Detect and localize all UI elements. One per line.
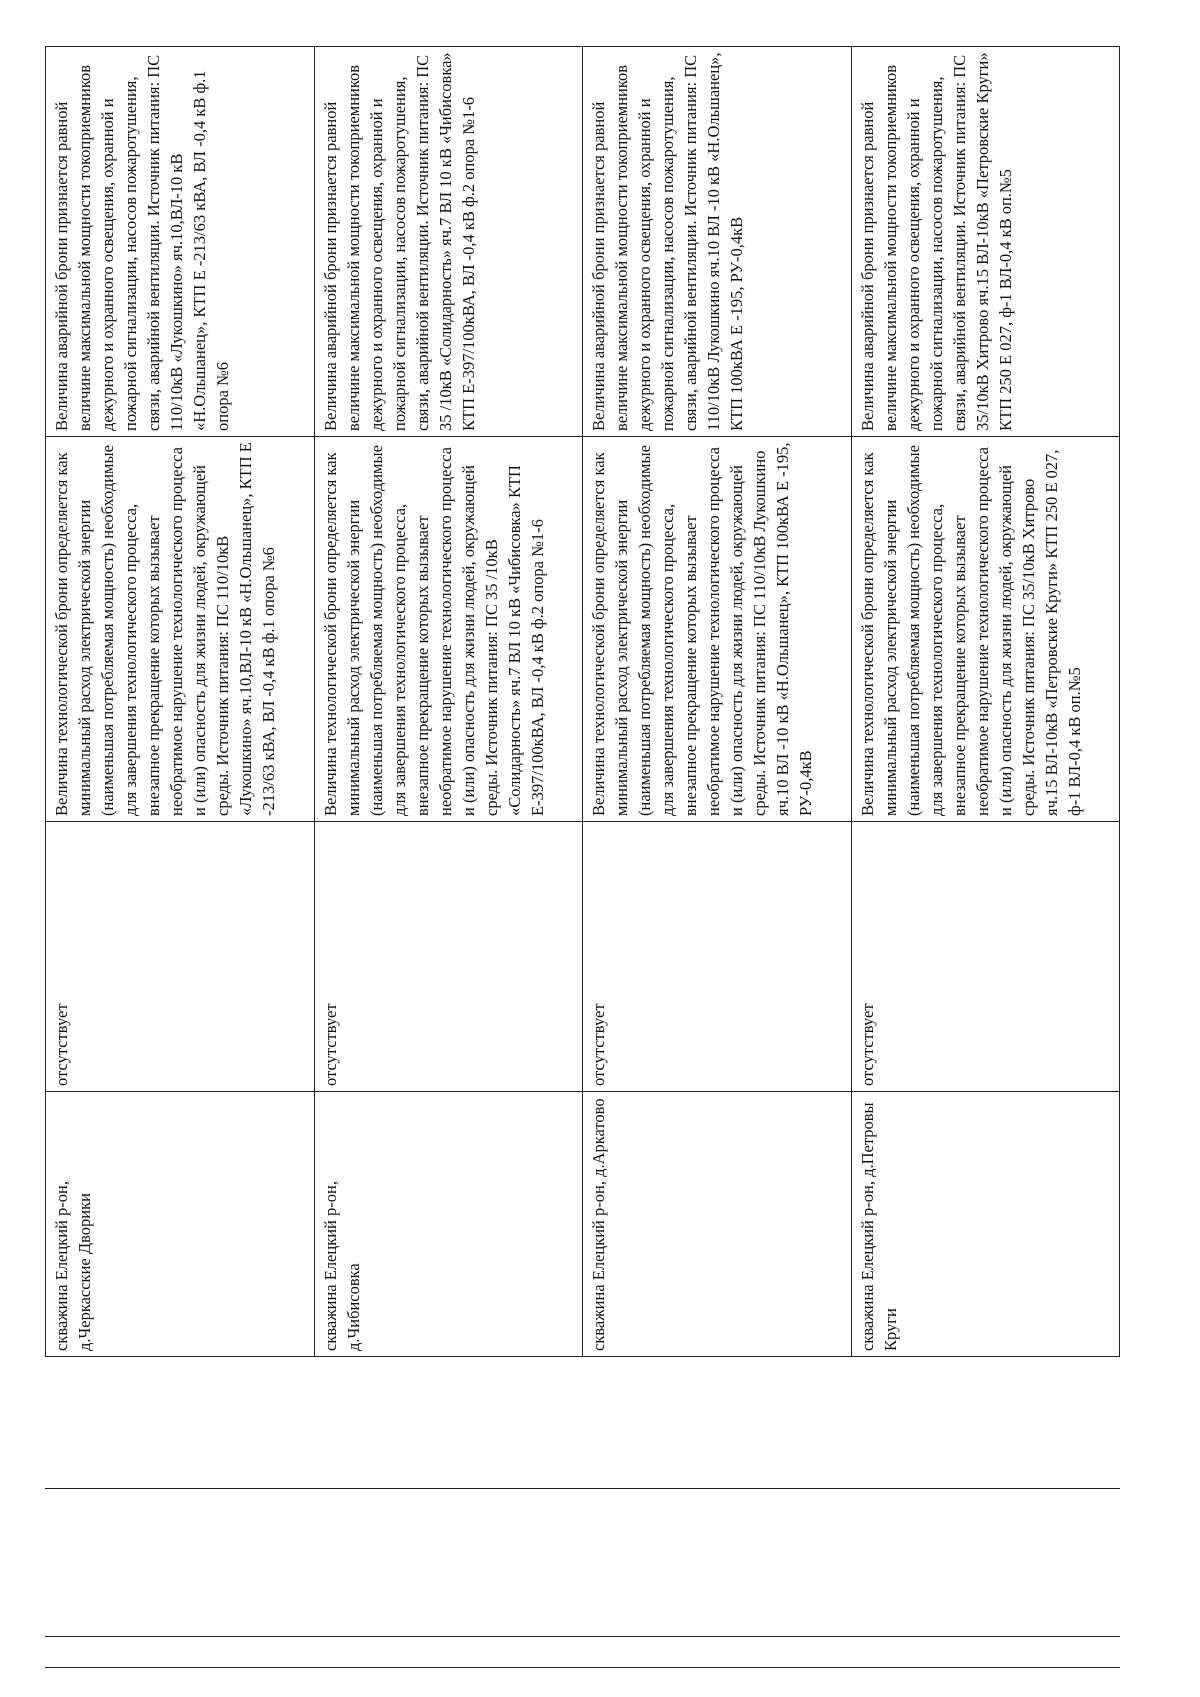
status-cell: [583, 822, 852, 1092]
technological-reserve-text: Величина технологической брони определяется как минимальный расход электрической энергии (наименьшая потребляемая мощность) необходимые для завершения технологического процесса, внезапное прекращение которых вызывает необратимое нарушение технологического процесса и (или) опасность для жизни людей, окружающей среды. Источник питания: ПС 35 /10кВ «Солидарность» яч.7 ВЛ 10 кВ «Чибисовка» КТП Е-397/100кВА, ВЛ -0,4 кВ ф.2 опора №1-6: [320, 445, 547, 816]
object-cell: [851, 1092, 1120, 1357]
power-reserve-table: [45, 46, 1120, 1357]
technological-reserve-cell: [583, 437, 852, 822]
object-name: скважина Елецкий р-он, д.Аркатово: [589, 1098, 608, 1351]
emergency-reserve-text: Величина аварийной брони признается равной величине максимальной мощности токоприемников дежурного и охранного освещения, охранной и пожарной сигнализации, насосов пожаротушения, связи, аварийной вентиляции. Источник питания: ПС 110/10кВ Лукошкино яч.10 ВЛ -10 кВ «Н.Ольшанец», КТП 100кВА Е -195, РУ-0,4кВ: [589, 52, 746, 431]
status-text: отсутствует: [589, 1003, 608, 1086]
emergency-reserve-cell: [314, 47, 583, 437]
table-row: [46, 47, 315, 1357]
divider-line: [45, 1636, 1120, 1637]
object-name: скважина Елецкий р-он, д.Петровы Круги: [857, 1102, 900, 1351]
status-text: отсутствует: [52, 1003, 71, 1086]
status-cell: [314, 822, 583, 1092]
technological-reserve-cell: [314, 437, 583, 822]
status-cell: [851, 822, 1120, 1092]
status-text: отсутствует: [857, 1003, 877, 1086]
object-cell: [583, 1092, 852, 1357]
object-cell: [46, 1092, 315, 1357]
emergency-reserve-cell: [46, 47, 315, 437]
rotated-page-content: [45, 47, 1120, 1357]
emergency-reserve-cell: [583, 47, 852, 437]
object-name: скважина Елецкий р-он, д.Чибисовка: [320, 1181, 363, 1351]
status-text: отсутствует: [320, 1003, 340, 1086]
table-row: [314, 47, 583, 1357]
status-cell: [46, 822, 315, 1092]
divider-line: [45, 1488, 1120, 1489]
object-name: скважина Елецкий р-он, д.Черкасские Дворики: [52, 1181, 94, 1351]
technological-reserve-text: Величина технологической брони определяется как минимальный расход электрической энергии (наименьшая потребляемая мощность) необходимые для завершения технологического процесса, внезапное прекращение которых вызывает необратимое нарушение технологического процесса и (или) опасность для жизни людей, окружающей среды. Источник питания: ПС 110/10кВ «Лукошкино» яч.10,ВЛ-10 кВ «Н.Ольшанец», КТП Е -213/63 кВА, ВЛ -0,4 кВ ф.1 опора №6: [52, 442, 278, 816]
emergency-reserve-text: Величина аварийной брони признается равной величине максимальной мощности токоприемников дежурного и охранного освещения, охранной и пожарной сигнализации, насосов пожаротушения, связи, аварийной вентиляции. Источник питания: ПС 35 /10кВ «Солидарность» яч.7 ВЛ 10 кВ «Чибисовка» КТП Е-397/100кВА, ВЛ -0,4 кВ ф.2 опора №1-6: [320, 52, 478, 431]
table-row: [583, 47, 852, 1357]
technological-reserve-text: Величина технологической брони определяется как минимальный расход электрической энергии (наименьшая потребляемая мощность) необходимые для завершения технологического процесса, внезапное прекращение которых вызывает необратимое нарушение технологического процесса и (или) опасность для жизни людей, окружающей среды. Источник питания: ПС 35/10кВ Хитрово яч.15 ВЛ-10кВ «Петровские Круги» КТП 250 Е 027, ф-1 ВЛ-0,4 кВ оп.№5: [857, 445, 1084, 816]
technological-reserve-text: Величина технологической брони определяется как минимальный расход электрической энергии (наименьшая потребляемая мощность) необходимые для завершения технологического процесса, внезапное прекращение которых вызывает необратимое нарушение технологического процесса и (или) опасность для жизни людей, окружающей среды. Источник питания: ПС 110/10кВ Лукошкино яч.10 ВЛ -10 кВ «Н.Ольшанец», КТП 100кВА Е -195, РУ-0,4кВ: [589, 442, 815, 816]
emergency-reserve-text: Величина аварийной брони признается равной величине максимальной мощности токоприемников дежурного и охранного освещения, охранной и пожарной сигнализации, насосов пожаротушения, связи, аварийной вентиляции. Источник питания: ПС 35/10кВ Хитрово яч.15 ВЛ-10кВ «Петровские Круги» КТП 250 Е 027, ф-1 ВЛ-0,4 кВ оп.№5: [857, 52, 1015, 431]
divider-line: [45, 1667, 1120, 1668]
object-cell: [314, 1092, 583, 1357]
emergency-reserve-text: Величина аварийной брони признается равной величине максимальной мощности токоприемников дежурного и охранного освещения, охранной и пожарной сигнализации, насосов пожаротушения, связи, аварийной вентиляции. Источник питания: ПС 110/10кВ «Лукошкино» яч.10,ВЛ-10 кВ «Н.Ольшанец», КТП Е -213/63 кВА, ВЛ -0,4 кВ ф.1 опора №6: [52, 54, 232, 431]
technological-reserve-cell: [851, 437, 1120, 822]
emergency-reserve-cell: [851, 47, 1120, 437]
technological-reserve-cell: [46, 437, 315, 822]
table-row: [851, 47, 1120, 1357]
